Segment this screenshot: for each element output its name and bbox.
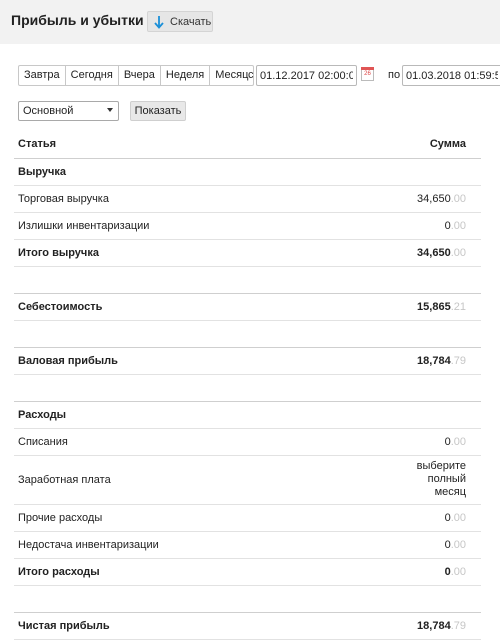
table-row (14, 428, 481, 455)
amount-integer: 0 (444, 219, 451, 232)
from-date-label: с (248, 69, 254, 81)
row-label: Итого расходы (14, 558, 334, 585)
warehouse-select[interactable] (18, 101, 119, 121)
amount-cents: .00 (450, 435, 466, 448)
amount-integer: 34,650 (417, 192, 451, 205)
table-row (14, 185, 481, 212)
table-row-spacer (14, 266, 481, 293)
calendar-icon[interactable]: 26 (361, 68, 374, 81)
pnl-report-table (14, 131, 481, 640)
download-button[interactable] (147, 11, 213, 32)
amount-integer: 0 (444, 511, 451, 524)
table-row (14, 455, 481, 504)
download-label: Скачать (170, 15, 212, 28)
table-row (14, 401, 481, 428)
table-header-row (14, 131, 481, 158)
table-row (14, 293, 481, 320)
table-row (14, 612, 481, 639)
row-label: Итого выручка (14, 239, 334, 266)
amount-cents: .00 (450, 565, 466, 578)
amount-integer: 0 (444, 565, 451, 578)
amount-cents: .00 (450, 219, 466, 232)
chevron-down-icon (107, 108, 113, 112)
from-date-input[interactable] (256, 65, 357, 86)
table-row (14, 239, 481, 266)
period-week-button[interactable]: Неделя (161, 66, 210, 85)
table-row-spacer (14, 585, 481, 612)
amount-integer: 18,784 (417, 619, 451, 632)
column-header-amount: Сумма (334, 131, 481, 158)
period-today-button[interactable]: Сегодня (66, 66, 119, 85)
row-label: Валовая прибыль (14, 347, 334, 374)
row-label: Расходы (14, 401, 334, 428)
amount-cents: .21 (450, 300, 466, 313)
amount-integer: 0 (444, 538, 451, 551)
select-full-month-note: выберите полный месяц (416, 460, 466, 498)
amount-cents: .00 (450, 538, 466, 551)
table-row (14, 212, 481, 239)
row-label: Выручка (14, 158, 334, 185)
row-label: Прочие расходы (14, 504, 334, 531)
row-label: Излишки инвентаризации (14, 212, 334, 239)
page-title: Прибыль и убытки (11, 12, 144, 28)
row-label: Недостача инвентаризации (14, 531, 334, 558)
row-label: Списания (14, 428, 334, 455)
table-row (14, 558, 481, 585)
table-row (14, 158, 481, 185)
amount-cents: .00 (450, 192, 466, 205)
column-header-item: Статья (14, 131, 334, 158)
row-label: Торговая выручка (14, 185, 334, 212)
row-label: Себестоимость (14, 293, 334, 320)
show-button[interactable]: Показать (130, 101, 186, 121)
warehouse-select-value: Основной (23, 105, 74, 117)
table-row-spacer (14, 374, 481, 401)
period-yesterday-button[interactable]: Вчера (119, 66, 161, 85)
table-row (14, 531, 481, 558)
row-label: Заработная плата (14, 455, 334, 504)
row-label: Чистая прибыль (14, 612, 334, 639)
amount-integer: 0 (444, 435, 451, 448)
amount-cents: .00 (450, 511, 466, 524)
amount-integer: 34,650 (417, 246, 451, 259)
amount-cents: .79 (450, 619, 466, 632)
period-month-button[interactable]: Месяц (215, 69, 249, 81)
period-button-group (18, 65, 254, 86)
page-header (0, 0, 500, 44)
table-row (14, 504, 481, 531)
table-row-spacer (14, 320, 481, 347)
to-date-input[interactable] (402, 65, 500, 86)
table-row (14, 347, 481, 374)
download-arrow-icon (153, 15, 165, 29)
amount-integer: 18,784 (417, 354, 451, 367)
amount-integer: 15,865 (417, 300, 451, 313)
amount-cents: .00 (450, 246, 466, 259)
to-date-label: по (388, 69, 401, 81)
amount-cents: .79 (450, 354, 466, 367)
period-tomorrow-button[interactable]: Завтра (19, 66, 66, 85)
